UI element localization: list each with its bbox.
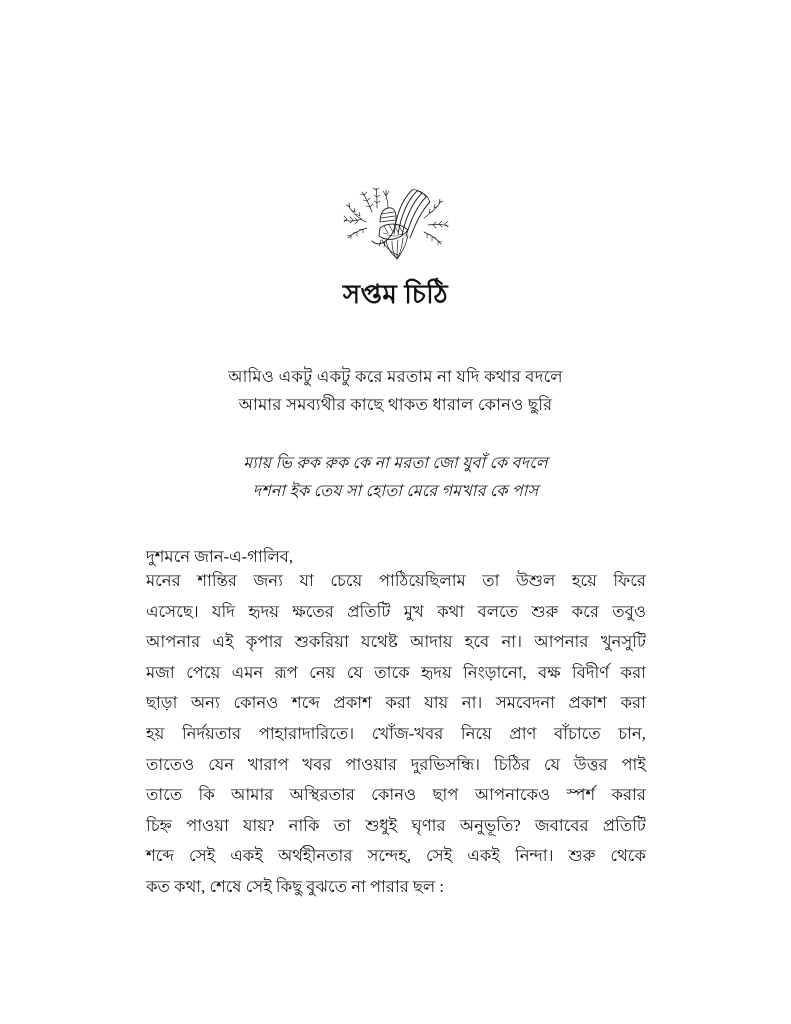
verse-line: আমিও একটু একটু করে মরতাম না যদি কথার বদলে [228, 367, 563, 386]
body-word: এমন [231, 662, 264, 682]
body-word: উত্তর [573, 754, 608, 774]
body-word: খবর [302, 754, 332, 774]
body-word: করা [620, 693, 646, 713]
body-word: কোনও [233, 693, 279, 713]
body-word: যথেষ্ট [361, 632, 398, 652]
body-word: থেকে [610, 846, 646, 866]
verse-line: দশনা ইক তেয সা হোতা মেরে গমখার কে পাস [252, 483, 539, 500]
body-line [146, 811, 646, 842]
body-word: চেয়ে [330, 571, 363, 590]
body-word: কোনও [371, 785, 417, 805]
body-word: উশুল [515, 571, 556, 590]
body-word: হৃদয় [248, 601, 280, 621]
body-word: মজা [146, 662, 175, 682]
body-word: প্রাণ [509, 723, 537, 743]
body-word: ফিরে [613, 571, 646, 590]
body-word: যেন [208, 754, 235, 774]
body-word: করে [571, 601, 599, 621]
body-line [146, 627, 646, 658]
body-word: আমার [231, 785, 274, 805]
body-word: শান্তির [197, 571, 237, 590]
body-word: বিদীর্ণ [571, 662, 610, 682]
body-word: পেয়ে [186, 662, 221, 682]
body-line [146, 719, 646, 750]
body-line [146, 780, 646, 811]
body-word: কৃপার [245, 632, 283, 652]
verse-line: আমার সমব্যথীর কাছে থাকত ধারাল কোনও ছুরি [238, 395, 553, 414]
body-line [146, 750, 646, 781]
body-word: মুখ [403, 601, 424, 621]
body-word: অর্থহীনতার [277, 846, 353, 866]
body-word: তাকে [374, 662, 410, 682]
body-word: শুকরিয়া [294, 632, 349, 652]
peacock-foliage-ornament [336, 178, 456, 260]
body-word: শব্দে [291, 693, 320, 713]
body-word: অন্য [190, 693, 220, 713]
body-word: যে [346, 662, 363, 682]
body-word: মনের [146, 571, 181, 590]
body-word: রূপ [274, 662, 298, 682]
body-word: একই [467, 846, 500, 866]
body-word: পাহারাদারিতে। [258, 723, 355, 743]
body-word: সেই [189, 846, 216, 866]
body-word: বাঁচাতে [554, 723, 601, 743]
body-word: করা [620, 662, 646, 682]
body-word: খোঁজ-খবর [371, 723, 444, 743]
body-word: এসেছে। [146, 601, 199, 621]
verse-block-bengali [0, 363, 791, 419]
body-word: না। [461, 693, 483, 713]
body-word: চিঠির [493, 754, 531, 774]
body-word: সন্দেহ, [367, 846, 412, 866]
body-word: কথা [437, 601, 465, 621]
body-word: তা [333, 815, 351, 835]
body-line [146, 597, 646, 628]
body-word: চান, [618, 723, 646, 743]
body-word: আদায় [410, 632, 453, 652]
body-word: আপনার [146, 632, 201, 652]
body-word: ক্ষতের [292, 601, 334, 621]
body-word: হবে [464, 632, 490, 652]
body-word: ঘৃণার [411, 815, 446, 835]
body-word: যায় [424, 693, 449, 713]
body-word: নিয়ে [460, 723, 492, 743]
body-word: প্রকাশ [333, 693, 372, 713]
body-line: কত কথা, শেষে সেই কিছু বুঝতে না পারার ছল : [146, 876, 444, 896]
body-line [146, 688, 646, 719]
body-word: নির্দয়তার [181, 723, 242, 743]
body-word: দুরভিসন্ধি। [410, 754, 481, 774]
body-word: অস্থিরতার [289, 785, 355, 805]
body-word: শব্দে [146, 846, 174, 866]
body-word: নিন্দা। [514, 846, 554, 866]
body-word: যদি [212, 601, 235, 621]
body-word: খারাপ [247, 754, 289, 774]
body-word: খুনসুটি [600, 632, 646, 652]
body-word: নিংড়ানো, [463, 662, 527, 682]
body-word: করার [611, 785, 646, 805]
body-word: হয় [146, 723, 165, 743]
page-title: সপ্তম চিঠি [342, 280, 449, 310]
letter-body [146, 566, 646, 903]
body-word: না। [501, 632, 522, 652]
salutation: দুশমনে জান-এ-গালিব, [146, 546, 294, 566]
body-line [146, 841, 646, 872]
body-word: তাতেও [146, 754, 195, 774]
body-word: তবুও [612, 601, 646, 621]
body-word: যায়? [243, 815, 275, 835]
body-word: জবাবের [534, 815, 589, 835]
body-word: পাই [621, 754, 646, 774]
body-word: যে [543, 754, 561, 774]
body-word: ছাড়া [146, 693, 178, 713]
body-word: বলতে [477, 601, 519, 621]
ornament-container [0, 178, 791, 260]
body-word: পাঠিয়েছিলাম [378, 571, 466, 590]
body-word: শুধুই [365, 815, 398, 835]
body-word: আপনার [534, 632, 589, 652]
body-word: নাকি [288, 815, 320, 835]
body-word: পাওয়া [186, 815, 229, 835]
body-word: প্রতিটি [602, 815, 646, 835]
body-word: যা [299, 571, 314, 590]
body-word: ছাপ [432, 785, 459, 805]
body-word: জন্য [253, 571, 283, 590]
body-word: তা [482, 571, 500, 590]
body-word: হৃদয় [420, 662, 452, 682]
body-word: এই [212, 632, 234, 652]
body-word: সমবেদনা [495, 693, 556, 713]
body-word: চিহ্ন [146, 815, 172, 835]
body-line [146, 658, 646, 689]
body-word: স্পর্শ [566, 785, 596, 805]
body-word: একই [230, 846, 263, 866]
body-word: আপনাকেও [474, 785, 551, 805]
body-word: বক্ষ [538, 662, 561, 682]
verse-block-urdu [0, 450, 791, 506]
body-word: করা [385, 693, 411, 713]
body-word: সেই [426, 846, 453, 866]
body-word: অনুভূতি? [459, 815, 521, 835]
body-line [146, 566, 646, 597]
body-word: শুরু [531, 601, 559, 621]
body-word: প্রতিটি [347, 601, 391, 621]
body-word: কি [198, 785, 215, 805]
verse-line: ম্যায় ভি রুক রুক কে না মরতা জো যুবাঁ কে বদলে [243, 455, 548, 472]
body-word: নেয় [309, 662, 336, 682]
body-word: পাওয়ার [345, 754, 397, 774]
body-word: হয়ে [571, 571, 597, 590]
body-word: তাতে [146, 785, 183, 805]
body-word: প্রকাশ [568, 693, 607, 713]
body-word: শুরু [568, 846, 596, 866]
